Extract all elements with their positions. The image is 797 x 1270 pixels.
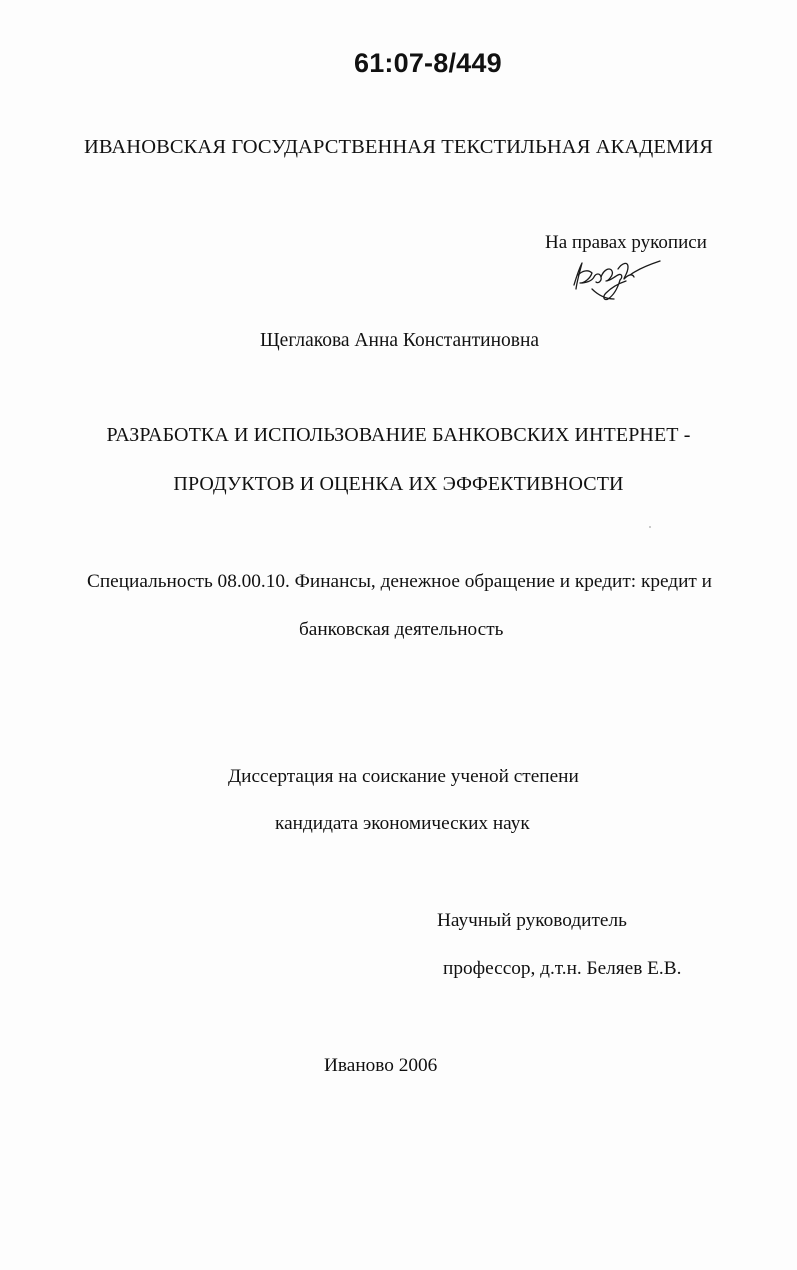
supervisor-label: Научный руководитель: [437, 910, 627, 931]
degree-line-2: кандидата экономических наук: [275, 813, 530, 834]
dissertation-title-line-1: РАЗРАБОТКА И ИСПОЛЬЗОВАНИЕ БАНКОВСКИХ ИНТЕРНЕТ -: [106, 424, 691, 446]
institution-name: ИВАНОВСКАЯ ГОСУДАРСТВЕННАЯ ТЕКСТИЛЬНАЯ АКАДЕМИЯ: [84, 136, 713, 158]
specialty-line-2: банковская деятельность: [299, 619, 504, 640]
catalog-number: 61:07-8/449: [354, 48, 502, 78]
author-name: Щеглакова Анна Константиновна: [260, 330, 540, 351]
supervisor-name: профессор, д.т.н. Беляев Е.В.: [443, 958, 682, 979]
manuscript-note: На правах рукописи: [545, 232, 707, 253]
place-and-year: Иваново 2006: [324, 1055, 438, 1076]
specialty-line-1: Специальность 08.00.10. Финансы, денежное обращение и кредит: кредит и: [87, 571, 712, 592]
degree-line-1: Диссертация на соискание ученой степени: [228, 766, 579, 787]
handwritten-signature: [568, 255, 663, 307]
dissertation-title-line-2: ПРОДУКТОВ И ОЦЕНКА ИХ ЭФФЕКТИВНОСТИ: [173, 473, 624, 495]
scan-speck: [649, 526, 651, 528]
